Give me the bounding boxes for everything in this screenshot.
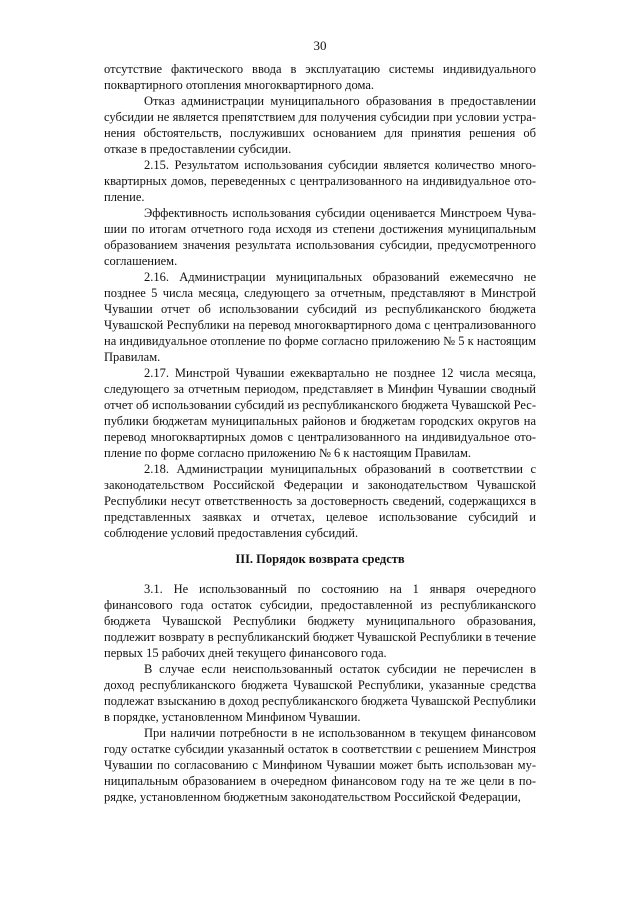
paragraph: При наличии потребности в не использованном в текущем финансовом году остатке субсидии указанный остаток в соответствии с решением Минстроя Чувашии по согласованию с Минфином Чувашии может быть использован муниципальным образованием в очередном финансовом году на те же цели в порядке, установленном бюджетным законодательством Российской Федерации, [104,726,536,804]
document-body [104,61,536,805]
paragraph: Отказ администрации муниципального образования в предоставлении субсидии не является препятствием для получения субсидии при условии устранения обстоятельств, послуживших основанием для принятия решения об отказе в предоставлении субсидии. [104,94,536,156]
paragraph: 2.15. Результатом использования субсидии является количество многоквартирных домов, переведенных с централизованного на индивидуальное отопление. [104,158,536,204]
paragraph: В случае если неиспользованный остаток субсидии не перечислен в доход республиканского бюджета Чувашской Республики, указанные средства подлежат взысканию в доход республиканского бюджета Чувашской Республики в порядке, установленном Минфином Чувашии. [104,662,536,724]
page-number: 30 [313,38,327,53]
paragraph: 2.16. Администрации муниципальных образований ежемесячно не позднее 5 числа месяца, следующего за отчетным, представляют в Минстрой Чувашии отчет об использовании субсидий из республиканского бюджета Чувашской Республики на перевод многоквартирного дома с централизованного на индивидуальное отопление по форме согласно приложению № 5 к настоящим Правилам. [104,270,536,364]
paragraph: отсутствие фактического ввода в эксплуатацию системы индивидуального поквартирного отопления многоквартирного дома. [104,62,536,92]
paragraph: Эффективность использования субсидии оценивается Минстроем Чувашии по итогам отчетного года исходя из степени достижения муниципальным образованием значения результата использования субсидии, предусмотренного соглашением. [104,206,536,268]
paragraph: 2.17. Минстрой Чувашии ежеквартально не позднее 12 числа месяца, следующего за отчетным периодом, представляет в Минфин Чувашии сводный отчет об использовании субсидий из республиканского бюджета Чувашской Республики бюджетам муниципальных районов и бюджетам городских округов на перевод многоквартирных домов с централизованного на индивидуальное отопление по форме согласно приложению № 6 к настоящим Правилам. [104,366,536,460]
section-heading: III. Порядок возврата средств [235,552,405,566]
paragraph: 2.18. Администрации муниципальных образований в соответствии с законодательством Российской Федерации и законодательством Чувашской Республики несут ответственность за достоверность сведений, содержащихся в представленных заявках и отчетах, целевое использование субсидий и соблюдение условий предоставления субсидий. [104,462,536,540]
paragraph: 3.1. Не использованный по состоянию на 1 января очередного финансового года остаток субсидии, предоставленной из республиканского бюджета Чувашской Республики бюджету муниципального образования, подлежит возврату в республиканский бюджет Чувашской Республики в течение первых 15 рабочих дней текущего финансового года. [104,582,536,660]
